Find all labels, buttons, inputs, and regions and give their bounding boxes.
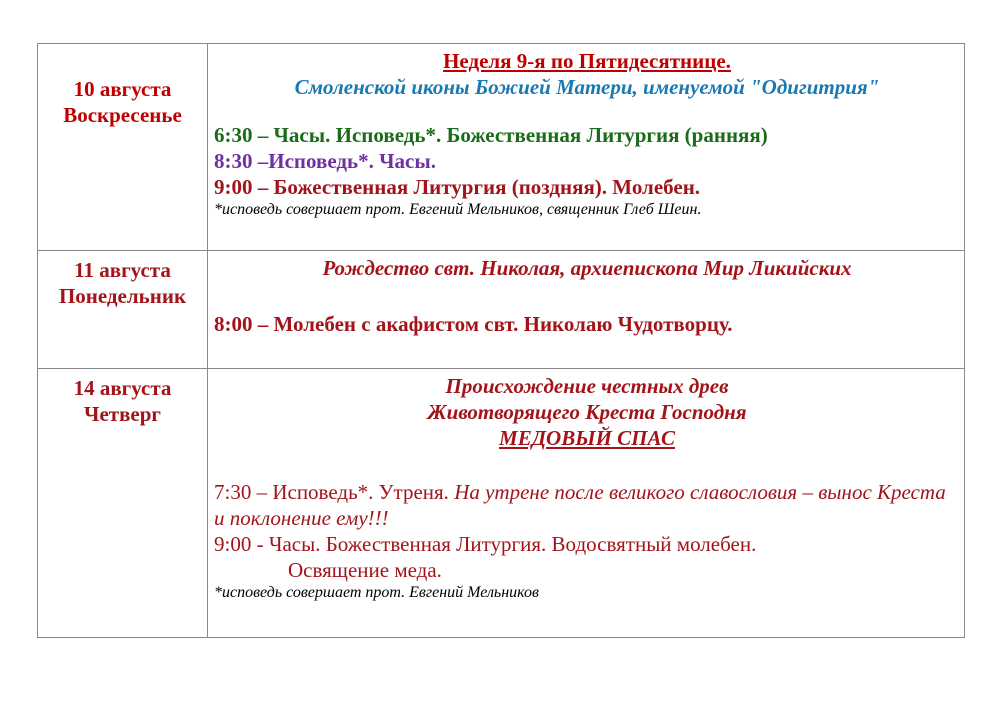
day-label: [38, 251, 207, 309]
date-text: 14 августа: [73, 376, 172, 400]
table-row: [38, 369, 965, 638]
feast-title: Неделя 9-я по Пятидесятнице.: [443, 49, 731, 73]
service-line: [214, 479, 960, 531]
date-text: 11 августа: [74, 258, 171, 282]
date-cell: [38, 251, 208, 369]
service-cell: [208, 251, 965, 369]
service-cell: [208, 369, 965, 638]
confession-note: *исповедь совершает прот. Евгений Мельников, священник Глеб Шеин.: [214, 201, 702, 218]
service-line: 6:30 – Часы. Исповедь*. Божественная Литургия (ранняя): [214, 123, 768, 147]
day-label: [38, 369, 207, 427]
date-text: 10 августа: [73, 77, 172, 101]
feast-subtitle: Смоленской иконы Божией Матери, именуемой "Одигитрия": [294, 75, 880, 99]
feast-title-line: Животворящего Креста Господня: [427, 400, 747, 424]
table-row: [38, 251, 965, 369]
service-cell: [208, 44, 965, 251]
weekday-text: Четверг: [84, 402, 161, 426]
feast-title: Рождество свт. Николая, архиепископа Мир Ликийских: [322, 256, 852, 280]
feast-title-line: Происхождение честных древ: [445, 374, 729, 398]
service-line: 9:00 - Часы. Божественная Литургия. Водосвятный молебен.: [214, 532, 757, 556]
weekday-text: Понедельник: [58, 284, 187, 308]
schedule-table: [37, 43, 965, 638]
table-row: [38, 44, 965, 251]
service-plain-text: 7:30 – Исповедь*. Утреня.: [214, 480, 455, 504]
service-line: 8:30 –Исповедь*. Часы.: [214, 149, 436, 173]
date-cell: [38, 369, 208, 638]
service-line: 9:00 – Божественная Литургия (поздняя). Молебен.: [214, 175, 701, 199]
feast-title-line: МЕДОВЫЙ СПАС: [499, 426, 675, 450]
weekday-text: Воскресенье: [63, 103, 182, 127]
service-line: 8:00 – Молебен с акафистом свт. Николаю Чудотворцу.: [214, 312, 733, 336]
date-cell: [38, 44, 208, 251]
day-label: [38, 44, 207, 128]
service-line: Освящение меда.: [288, 558, 442, 582]
service-italic-text: На утрене после великого славословия – вынос Креста и поклонение ему!!!: [214, 480, 946, 530]
confession-note: *исповедь совершает прот. Евгений Мельников: [214, 584, 539, 601]
